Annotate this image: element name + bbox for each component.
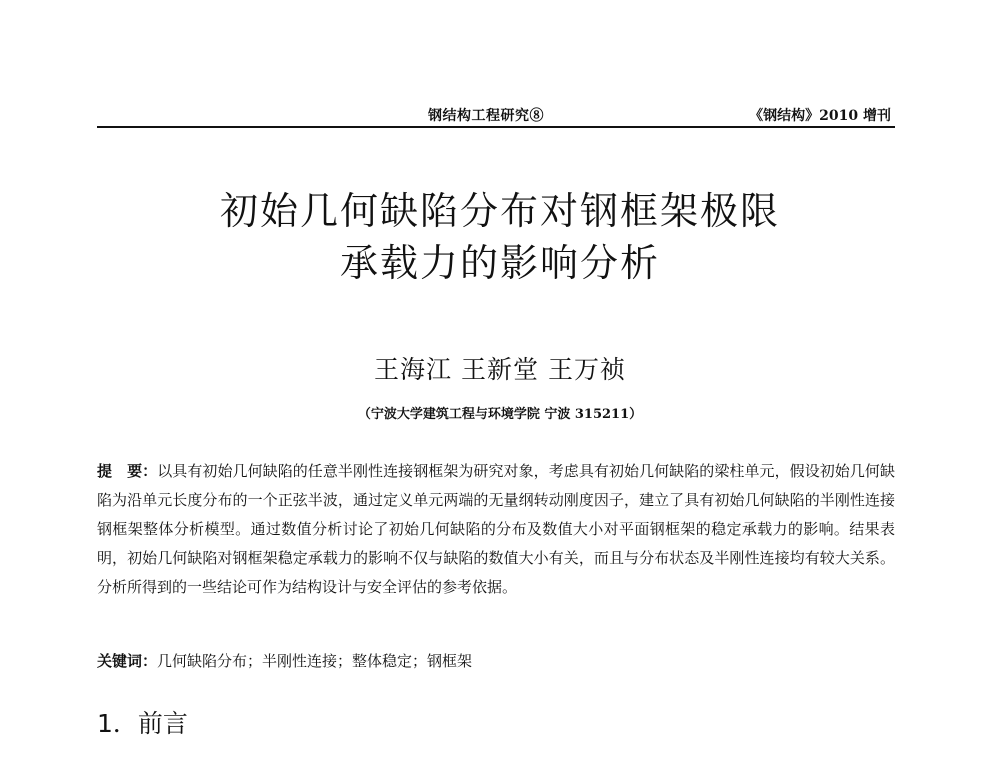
affiliation: （宁波大学建筑工程与环境学院 宁波 315211） (357, 407, 643, 422)
abstract-text: 以具有初始几何缺陷的任意半刚性连接钢框架为研究对象，考虑具有初始几何缺陷的梁柱单元，假设初始几何缺陷为沿单元长度分布的一个正弦半波，通过定义单元两端的无量纲转动刚度因子，建立了具有初始几何缺陷的半刚性连接钢框架整体分析模型。通过数值分析讨论了初始几何缺陷的分布及数值大小对平面钢框架的稳定承载力的影响。结果表明，初始几何缺陷对钢框架稳定承载力的影响不仅与缺陷的数值大小有关，而且与分布状态及半刚性连接均有较大关系。分析所得到的一些结论可作为结构设计与安全评估的参考依据。 (97, 462, 895, 596)
paper-title (0, 185, 1000, 289)
header-rule (97, 126, 895, 128)
series-title: 钢结构工程研究⑧ (428, 108, 544, 124)
title-line-2: 承载力的影响分析 (339, 241, 660, 285)
keywords-label: 关键词： (97, 652, 158, 670)
authors: 王海江 王新堂 王万祯 (374, 355, 626, 384)
title-line-1: 初始几何缺陷分布对钢框架极限 (219, 189, 780, 233)
keywords (97, 649, 895, 673)
abstract-label: 提 要： (97, 462, 158, 480)
section-heading: 1．前言 (97, 709, 188, 738)
journal-name: 《钢结构》2010 增刊 (749, 108, 891, 124)
running-header (97, 100, 895, 128)
abstract (97, 457, 895, 602)
keywords-text: 几何缺陷分布；半刚性连接；整体稳定；钢框架 (157, 652, 473, 670)
